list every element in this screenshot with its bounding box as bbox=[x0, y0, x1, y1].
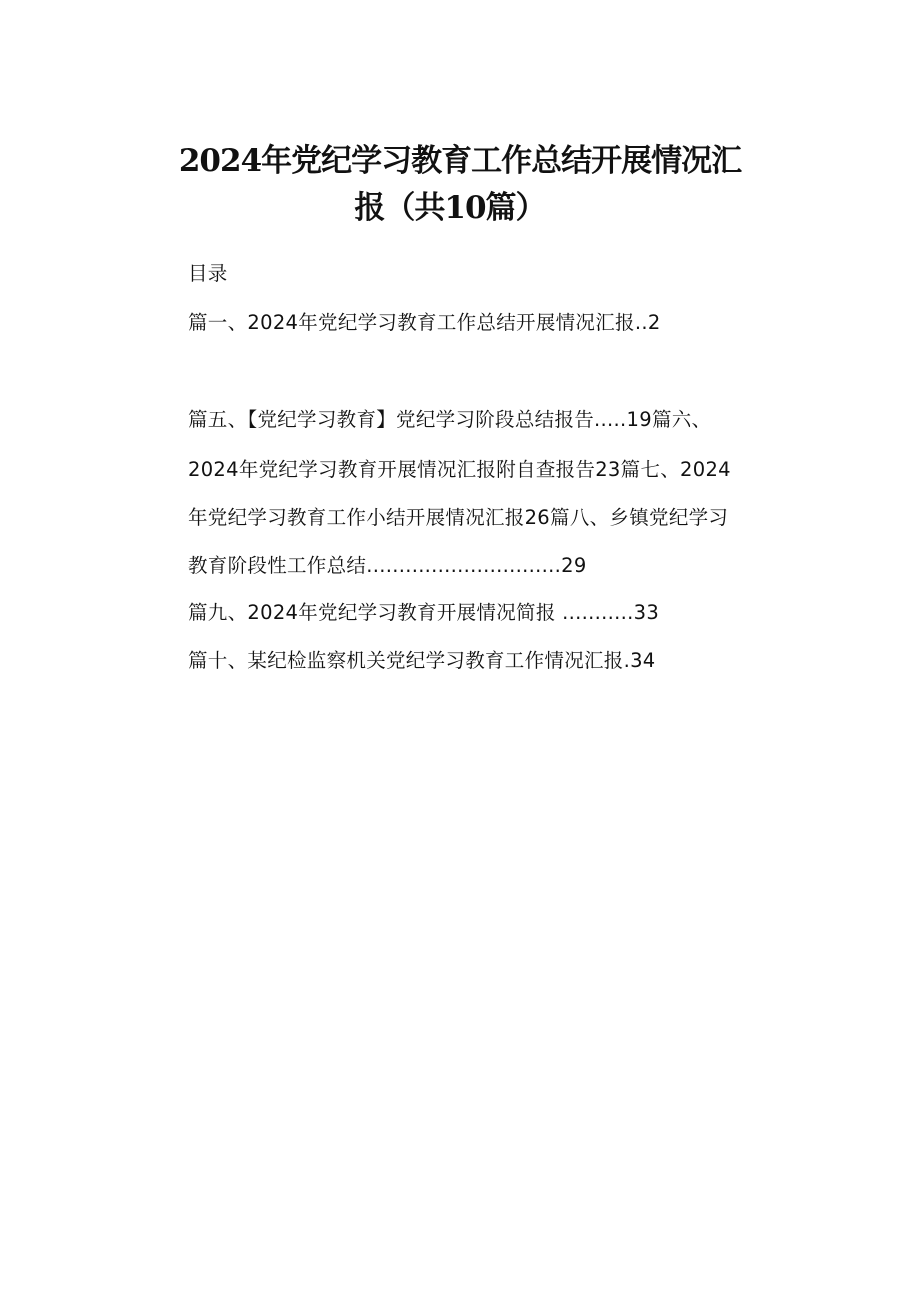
document-title-line-1: 2024年党纪学习教育工作总结开展情况汇 bbox=[178, 143, 742, 179]
toc-entry[interactable]: 教育阶段性工作总结..............................29 bbox=[188, 554, 587, 577]
toc-entry[interactable]: 篇一、2024年党纪学习教育工作总结开展情况汇报..2 bbox=[188, 311, 661, 334]
toc-entry[interactable]: 2024年党纪学习教育开展情况汇报附自查报告23篇七、2024 bbox=[188, 458, 731, 481]
toc-entry[interactable]: 篇十、某纪检监察机关党纪学习教育工作情况汇报.34 bbox=[188, 649, 656, 672]
toc-entry[interactable]: 篇五、【党纪学习教育】党纪学习阶段总结报告.....19篇六、 bbox=[188, 408, 712, 431]
toc-heading: 目录 bbox=[188, 262, 228, 285]
toc-entry[interactable]: 年党纪学习教育工作小结开展情况汇报26篇八、乡镇党纪学习 bbox=[188, 506, 729, 529]
toc-entry[interactable]: 篇九、2024年党纪学习教育开展情况简报 ...........33 bbox=[188, 601, 660, 624]
document-title-line-2: 报（共10篇） bbox=[354, 190, 546, 226]
